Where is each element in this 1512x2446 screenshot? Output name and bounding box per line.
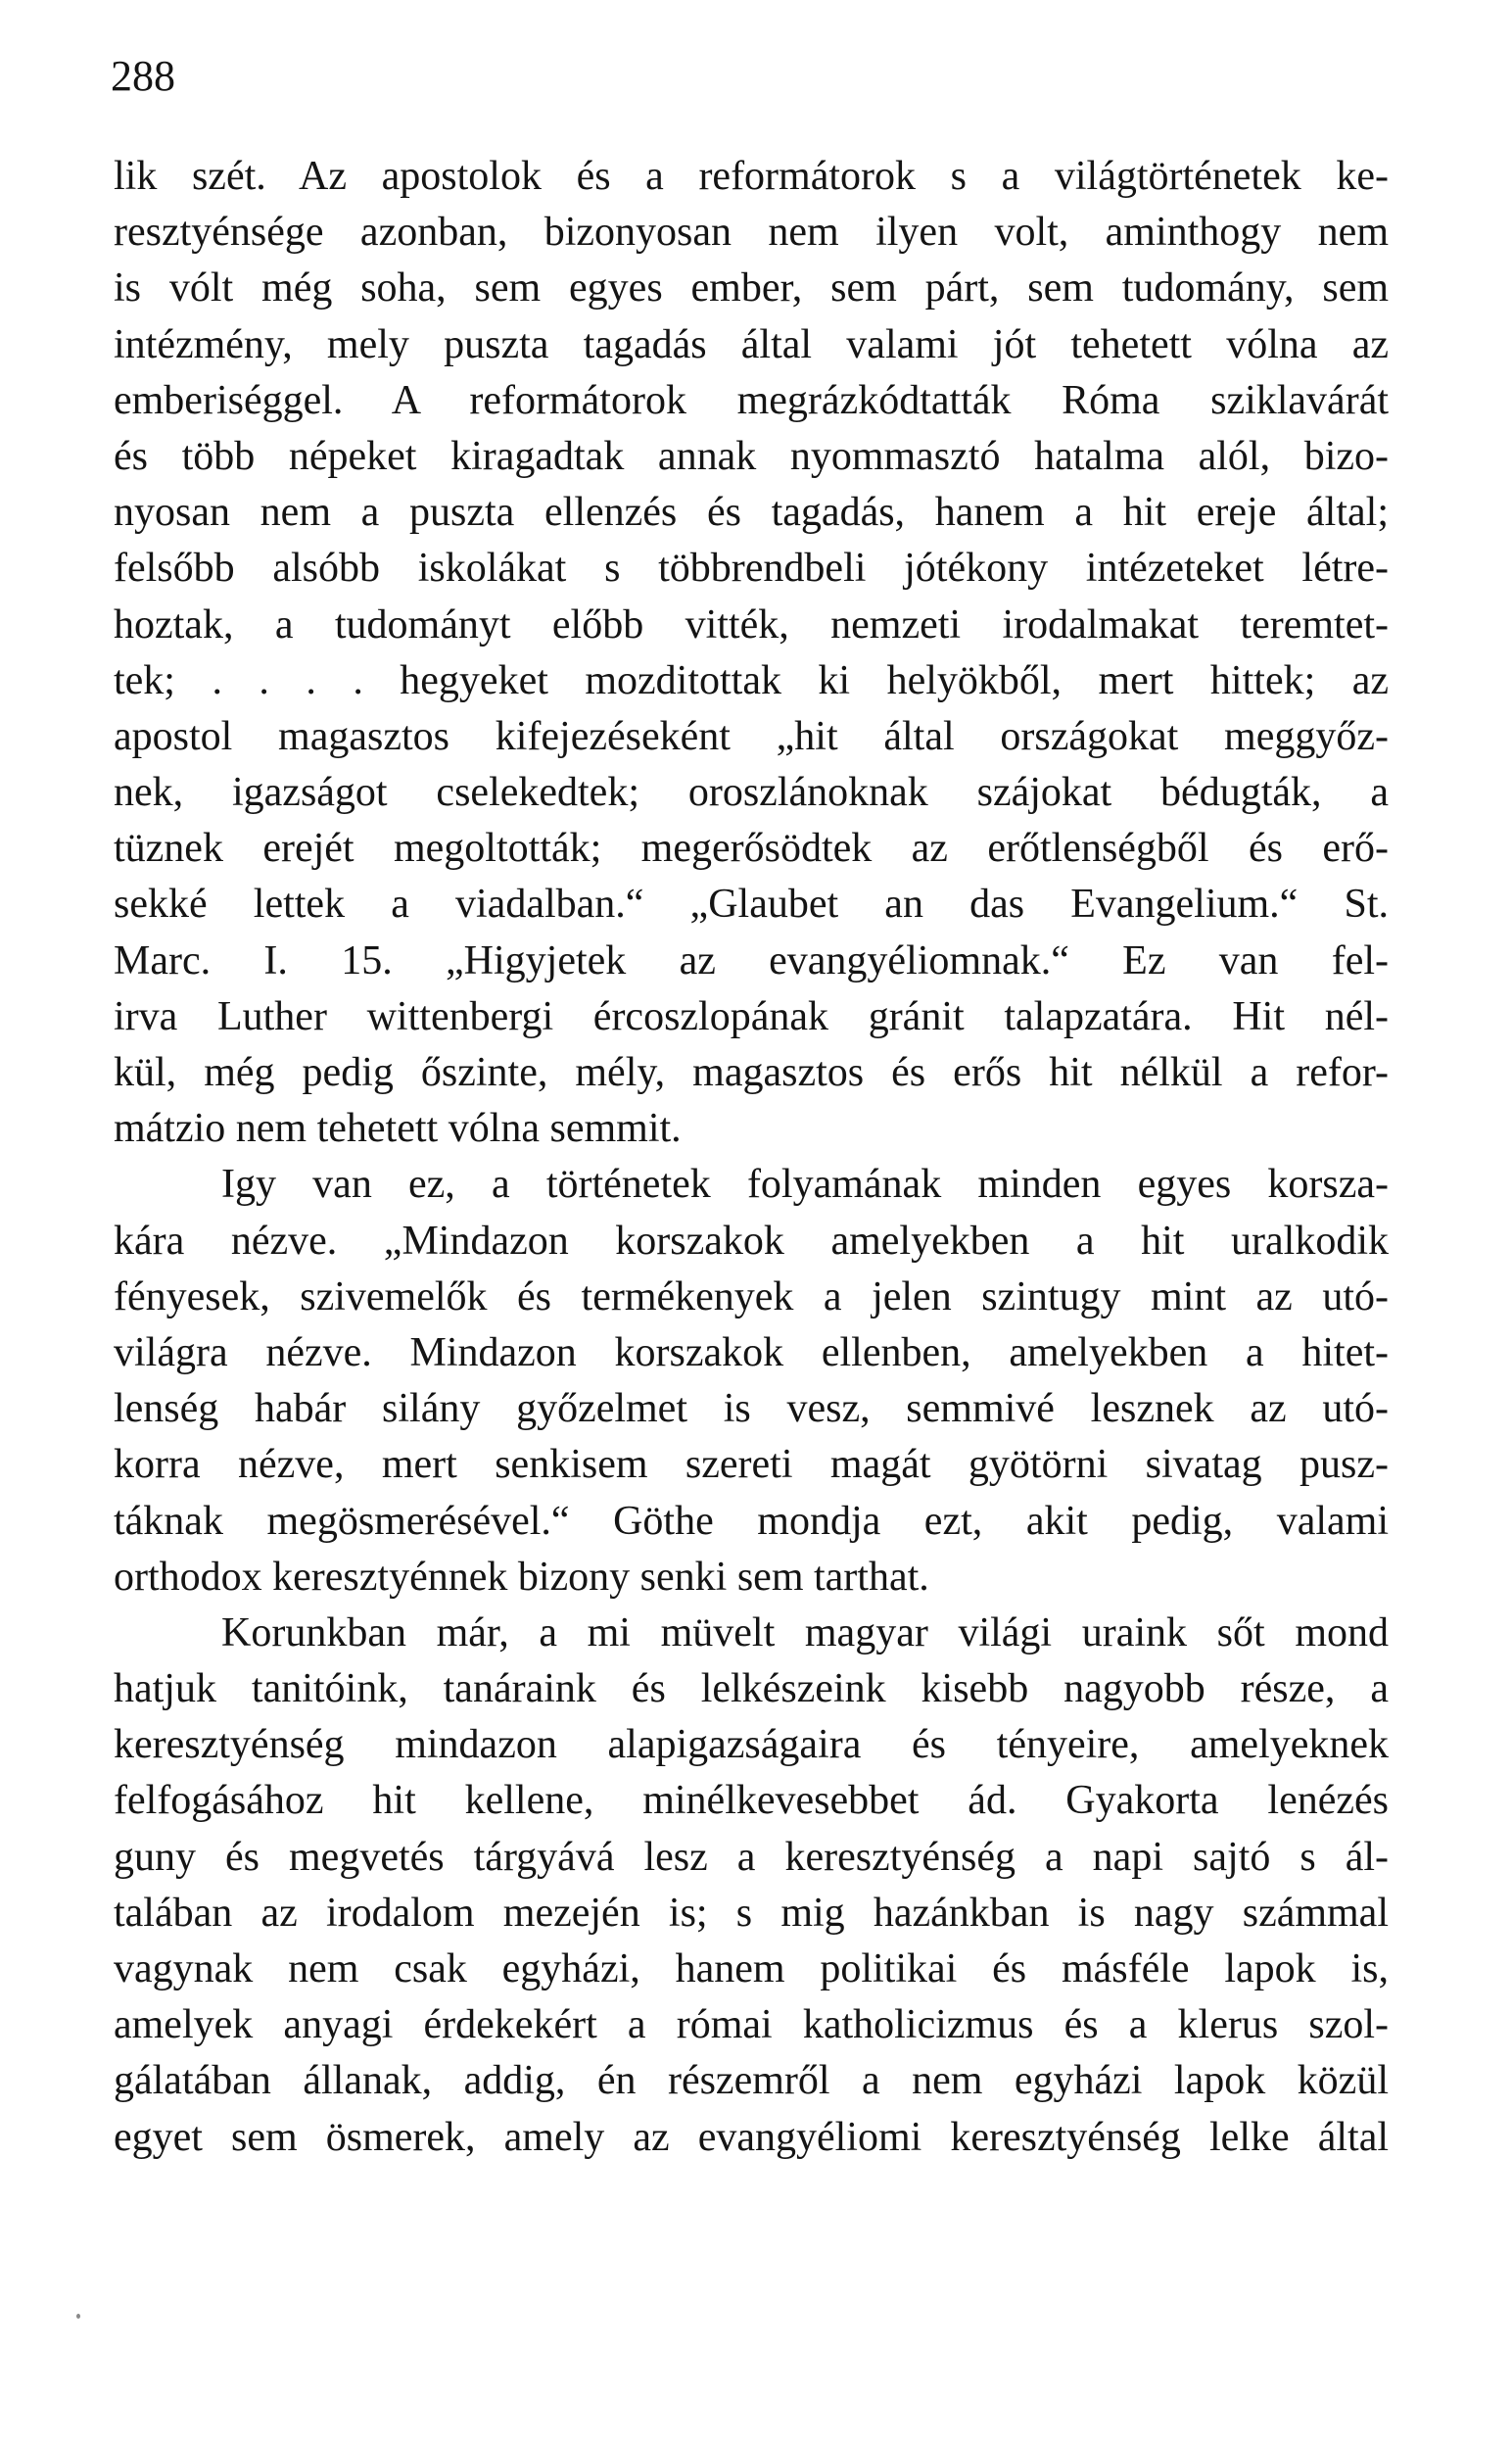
- text-line: guny és megvetés tárgyává lesz a keresztyénség a napi sajtó s ál-: [114, 1834, 1389, 1880]
- text-line: lenség habár silány győzelmet is vesz, semmivé lesznek az utó-: [114, 1386, 1389, 1432]
- text-line: talában az irodalom mezején is; s mig hazánkban is nagy számmal: [114, 1890, 1389, 1936]
- text-line: hoztak, a tudományt előbb vitték, nemzeti irodalmakat teremtet-: [114, 601, 1389, 647]
- text-line: tüznek erejét megoltották; megerősödtek az erőtlenségből és erő-: [114, 826, 1389, 872]
- text-line: Korunkban már, a mi müvelt magyar világi uraink sőt mond: [221, 1609, 1389, 1655]
- text-line: világra nézve. Mindazon korszakok ellenben, amelyekben a hitet-: [114, 1329, 1389, 1375]
- text-line: táknak megösmerésével.“ Göthe mondja ezt, akit pedig, valami: [114, 1498, 1389, 1544]
- paragraph: [114, 149, 1389, 1157]
- text-line: kül, még pedig őszinte, mély, magasztos és erős hit nélkül a refor-: [114, 1050, 1389, 1095]
- text-line: resztyénsége azonban, bizonyosan nem ilyen volt, aminthogy nem: [114, 210, 1389, 256]
- text-line: nyosan nem a puszta ellenzés és tagadás, hanem a hit ereje által;: [114, 490, 1389, 536]
- text-line: emberiséggel. A reformátorok megrázkódtatták Róma sziklavárát: [114, 377, 1389, 423]
- text-line: vagynak nem csak egyházi, hanem politikai és másféle lapok is,: [114, 1946, 1389, 1991]
- page-number: 288: [111, 52, 175, 100]
- paragraph: [114, 1157, 1389, 1606]
- paper-speck: [76, 2314, 80, 2319]
- text-line: gálatában állanak, addig, én részemről a nem egyházi lapok közül: [114, 2058, 1389, 2104]
- text-line: is vólt még soha, sem egyes ember, sem párt, sem tudomány, sem: [114, 265, 1389, 312]
- text-line: keresztyénség mindazon alapigazságaira és tényeire, amelyeknek: [114, 1722, 1389, 1768]
- text-line: mátzio nem tehetett vólna semmit.: [114, 1106, 682, 1152]
- body-text: [114, 149, 1389, 2166]
- text-line: hatjuk tanitóink, tanáraink és lelkészeink kisebb nagyobb része, a: [114, 1666, 1389, 1712]
- text-line: és több népeket kiragadtak annak nyommasztó hatalma alól, bizo-: [114, 433, 1389, 479]
- text-line: lik szét. Az apostolok és a reformátorok s a világtörténetek ke-: [114, 154, 1389, 199]
- paragraph: [114, 1606, 1389, 2166]
- text-line: tek; . . . . hegyeket mozditottak ki helyökből, mert hittek; az: [114, 657, 1389, 703]
- text-line: fényesek, szivemelők és termékenyek a jelen szintugy mint az utó-: [114, 1273, 1389, 1319]
- text-line: irva Luther wittenbergi ércoszlopának gránit talapzatára. Hit nél-: [114, 993, 1389, 1039]
- text-line: Igy van ez, a történetek folyamának minden egyes korsza-: [221, 1162, 1389, 1208]
- text-line: sekké lettek a viadalban.“ „Glaubet an das Evangelium.“ St.: [114, 882, 1389, 928]
- text-line: Marc. I. 15. „Higyjetek az evangyéliomnak.“ Ez van fel-: [114, 937, 1389, 983]
- text-line: korra nézve, mert senkisem szereti magát gyötörni sivatag pusz-: [114, 1442, 1389, 1488]
- text-line: intézmény, mely puszta tagadás által valami jót tehetett vólna az: [114, 321, 1389, 367]
- text-line: orthodox keresztyénnek bizony senki sem tarthat.: [114, 1554, 929, 1600]
- text-line: kára nézve. „Mindazon korszakok amelyekben a hit uralkodik: [114, 1218, 1389, 1264]
- text-line: amelyek anyagi érdekekért a római katholicizmus és a klerus szol-: [114, 2002, 1389, 2048]
- text-line: felsőbb alsóbb iskolákat s többrendbeli jótékony intézeteket létre-: [114, 546, 1389, 592]
- text-line: nek, igazságot cselekedtek; oroszlánoknak szájokat bédugták, a: [114, 770, 1389, 816]
- text-line: apostol magasztos kifejezéseként „hit által országokat meggyőz-: [114, 713, 1389, 759]
- text-line: felfogásához hit kellene, minélkevesebbet ád. Gyakorta lenézés: [114, 1778, 1389, 1824]
- text-line: egyet sem ösmerek, amely az evangyéliomi keresztyénség lelke által: [114, 2114, 1389, 2160]
